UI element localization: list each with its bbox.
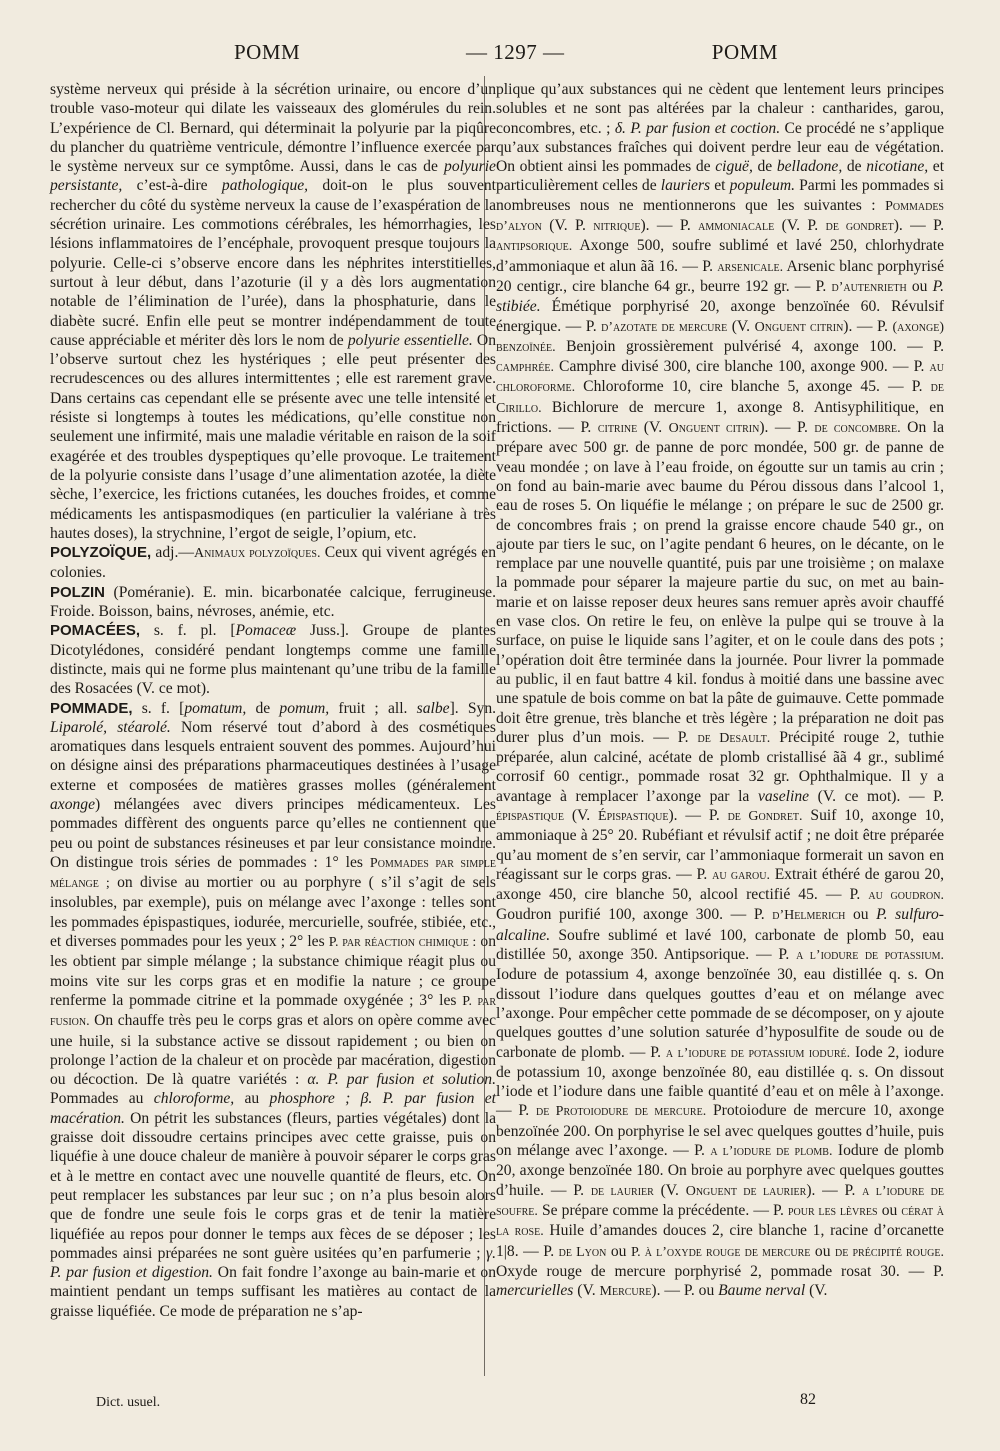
italic-term: pathologique,	[221, 177, 309, 195]
italic-term: polyurie persistante,	[50, 158, 496, 195]
small-caps-term: d’autenrieth	[831, 279, 907, 295]
small-caps-term: (axonge) benzoïnée.	[496, 319, 944, 355]
text-run: Iodure de potassium 4, axonge benzoïnée 30, eau distillée q. s. On dissout l’iodure dans quelques gouttes d’eau et on mélange avec l’axonge. Pour empêcher cette pommade de se décomposer, on y ajoute quelques gouttes d’une solution saturée d’hyposulfite de soude ou de carbonate de plomb. — P.	[496, 966, 944, 1061]
text-run: ou	[906, 277, 933, 295]
entry-polzin	[50, 583, 496, 622]
running-header	[46, 40, 956, 70]
text-run: (V. P.	[774, 217, 826, 235]
text-run: Suif 10, axonge 10, ammoniaque à 25° 20. Rubéfiant et révulsif actif ; ne doit être préparée qu’au moment de s’en servir, car l’ammoniaque formerait un savon en réagissant sur le corps gras. — P.	[496, 806, 944, 883]
text-run: Ceux qui vivent agrégés en colonies.	[50, 544, 496, 582]
text-run: adj.—	[151, 544, 194, 562]
italic-term: P. sulfuro-alcaline.	[496, 906, 944, 944]
small-caps-term: Onguent citrin	[754, 319, 844, 335]
text-run: s. f. pl. [	[140, 622, 236, 640]
text-run: fruit ; all.	[329, 699, 417, 717]
small-caps-term: Onguent citrin	[668, 421, 760, 437]
text-run: ). — P. ou	[651, 1282, 719, 1300]
left-column	[50, 80, 496, 1321]
italic-term: Liparolé, stéarolé.	[50, 718, 171, 736]
small-caps-term: de Protoiodure de mercure.	[535, 1104, 707, 1120]
text-run: doit-on le plus souvent rechercher du côté du système nerveux la cause de l’exaspération de la sécrétion urinaire. Les commotions cérébrales, les hémorrhagies, les lésions inflammatoires de l’encéphale, provoquent presque toujours la polyurie. Celle-ci s’observe encore dans les néphrites interstitielles, surtout à leur début, dans l’azoturie (il y a dès lors augmentation notable de l’élimination de l’urée), dans la phosphaturie, dans le diabète sucré. Enfin elle peut se montrer indépendamment de toute cause appréciable et mériter dès lors le nom de	[50, 177, 496, 349]
small-caps-term: a l’iodure de potassium ioduré.	[665, 1045, 851, 1061]
text-run: Pommades au	[50, 1090, 154, 1108]
italic-term: Baume nerval	[718, 1282, 806, 1300]
small-caps-term: Mercure	[599, 1284, 652, 1300]
text-run: système nerveux qui préside à la sécrétion urinaire, ou encore d’un trouble vaso-moteur qui dilate les vaisseaux des glomérules du rein. L’expérience de Cl. Bernard, qui déterminait la polyurie par la piqûre du plancher du quatrième ventricule, démontre l’influence exercée par le système nerveux sur ce symptôme. Aussi, dans le cas de	[50, 81, 496, 176]
small-caps-term: Pommades par simple mélange ;	[50, 855, 496, 892]
small-caps-term: de laurier	[590, 1183, 654, 1199]
text-run	[350, 1090, 360, 1107]
small-caps-term: de Lyon	[558, 1244, 607, 1260]
italic-term: δ. P. par fusion et coction.	[614, 119, 781, 137]
italic-term: axonge	[50, 795, 96, 813]
text-run: Benjoin grossièrement pulvérisé 4, axonge 100. — P.	[555, 337, 944, 355]
text-run: Protoiodure de mercure 10, axonge benzoïnée 200. On porphyrise le sel avec quelques gouttes d’huile, puis on mélange avec l’axonge. — P.	[496, 1102, 944, 1160]
small-caps-term: Épispastique	[598, 808, 669, 824]
right-column	[496, 80, 944, 1301]
text-run: (V.	[727, 317, 755, 335]
text-run: on les obtient par simple mélange ; la substance chimique réagit plus ou moins vite sur les corps gras et en modifie la nature ; ce groupe renferme la pommade citrine et la pommade oxygénée ; 3° les	[50, 933, 496, 1009]
small-caps-term: a l’iodure de potassium.	[796, 948, 944, 964]
italic-term: polyurie essentielle.	[347, 331, 473, 349]
header-right: POMM	[711, 40, 778, 64]
italic-term: α. P. par fusion et solution.	[307, 1071, 496, 1089]
small-caps-term: camphrée.	[496, 360, 554, 376]
text-run: Camphre divisé 300, cire blanche 100, axonge 900. — P.	[553, 358, 930, 376]
text-run: Chloroforme 10, cire blanche 5, axonge 45. — P.	[575, 378, 931, 396]
text-run: ou	[877, 1201, 902, 1219]
text-run: ou	[606, 1242, 631, 1260]
entry-heading: POMACÉES,	[50, 622, 141, 640]
italic-term: P. stibiée.	[496, 277, 944, 316]
text-run: Parmi les pommades si nombreuses nous ne mentionnerons que les suivantes :	[496, 177, 944, 214]
entry-polyzoique	[50, 543, 496, 583]
right-paragraph	[496, 80, 944, 1301]
text-run: ou	[810, 1242, 836, 1260]
text-run: Goudron purifié 100, axonge 300. — P.	[496, 906, 773, 924]
footer-publication: Dict. usuel.	[96, 1395, 161, 1410]
text-run: (V.	[805, 1282, 828, 1300]
text-run: Nom réservé tout d’abord à des cosmétiques aromatiques dans lesquels entraient souvent des pommes. Aujourd’hui on désigne ainsi des préparations pharmaceutiques destinées à l’usage externe et composées de matières grasses molles (généralement	[50, 718, 496, 794]
small-caps-term: antipsorique.	[496, 239, 573, 255]
text-run: Extrait éthéré de garou 20, axonge 450, cire blanche 50, alcool rectifié 45. — P.	[496, 865, 945, 904]
text-run: ) mélangées avec divers principes médicamenteux. Les pommades diffèrent des onguents parce qu’elles ne contiennent que peu ou point de substances résineuses et par leur consistance moindre. On distingue trois séries de pommades : 1° les	[50, 795, 496, 871]
italic-term: β. P. par fusion et macération.	[50, 1090, 496, 1127]
text-run: plique qu’aux substances qui ne cèdent que lentement leurs principes solubles et ne sont pas altérées par la chaleur : cantharides, garou, concombres, etc. ;	[496, 81, 944, 137]
text-run: On la prépare avec 500 gr. de panne de porc mondée, 500 gr. de panne de veau mondée ; on lave à l’eau froide, on égoutte sur un tamis au crin ; on fond au bain-marie avec baume du Pérou dissous dans l’alcool 1, eau de roses 5. On liquéfie le mélange ; on prépare le suc de 2500 gr. de concombres frais ; on prend la graisse encore chaude 540 gr., on ajoute par tiers le suc, on l’agite pendant 6 heures, on le décante, on le remplace par une nouvelle quantité, puis par une troisième ; on malaxe la pommade pour séparer la majeure partie du suc, on met au bain-marie et on laisse reposer deux heures sans remuer après avoir chauffé en vase clos. On retire le feu, on enlève la pulpe qui se trouve à la surface, on puise le liquide sans l’agiter, et on le coule dans des pots ; l’opération doit être terminée dans la journée. Pour livrer la pommade au public, il en faut battre 4 kil. fondus à moitié dans une bassine avec une spatule de bois comme on bat la pâte de guimauve. Cette pommade doit être grenue, très blanche et très légère ; la préparation ne doit pas durer plus d’un mois. — P.	[496, 419, 945, 746]
text-run: (V.	[563, 806, 599, 824]
text-run: (V.	[637, 419, 669, 437]
small-caps-term: de précipité rouge.	[835, 1244, 944, 1260]
italic-term: γ. P. par fusion et digestion.	[50, 1244, 496, 1282]
header-left: POMM	[234, 40, 301, 64]
text-run: Juss.]. Groupe de plantes Dicotylédones, considéré pendant longtemps comme une famille distincte, mais qui ne forme plus maintenant qu’une tribu de la famille des Rosacées (V. ce mot).	[50, 622, 496, 698]
small-caps-term: P. par fusion.	[50, 993, 496, 1030]
italic-term: Pomaceæ	[235, 622, 297, 640]
small-caps-term: de gondret	[825, 219, 894, 235]
text-run: On l’observe surtout chez les hystériques ; elle peut présenter des recrudescences ou des allures intermittentes ; elle est rarement grave. Dans certains cas cependant elle se présente avec une telle intensité et résiste si longtemps à toutes les médications, qu’elle constitue non seulement une infirmité, mais une maladie véritable en raison de la soif exagérée et des troubles dyspeptiques qu’elle provoque. Le traitement de la polyurie consiste dans l’usage d’une alimentation azotée, la diète sèche, l’exercice, les frictions cutanées, les douches froides, et comme médicaments les antispasmodiques (en particulier la valériane à très hautes doses), la strychnine, l’ergot de seigle, l’opium, etc.	[50, 331, 496, 542]
italic-term: mercurielles	[496, 1282, 574, 1300]
page-number-header: — 1297 —	[466, 40, 565, 64]
text-run: de	[246, 699, 280, 717]
text-run: ). — P.	[806, 1181, 863, 1199]
text-run: et particulièrement celles de	[496, 158, 945, 195]
text-run: Axonge 500, soufre sublimé et lavé 250, chlorhydrate d’ammoniaque et alun ãã 16. — P.	[496, 237, 944, 275]
small-caps-term: au chloroforme.	[496, 360, 944, 396]
text-run: ou	[845, 906, 877, 924]
text-run: Iode 2, iodure de potassium 10, axonge benzoïnée 80, eau distillée q. s. On dissout l’iode et l’iodure dans une faible quantité d’eau et on mêle à l’axonge. — P.	[496, 1043, 944, 1120]
small-caps-term: épispastique	[496, 808, 564, 824]
text-run: On fait fondre l’axonge au bain-marie et on maintient pendant un temps suffisant les matières au contact de la graisse liquéfiée. Ce mode de préparation ne s’ap-	[50, 1264, 496, 1320]
italic-term: salbe	[416, 699, 450, 717]
text-run: et	[710, 177, 730, 195]
small-caps-term: Animaux polyzoïques.	[193, 546, 321, 562]
text-run: de	[842, 158, 867, 176]
text-run: (V. ce mot). — P.	[809, 787, 944, 805]
text-run: (V. P.	[541, 217, 594, 235]
italic-term: pomum,	[279, 699, 330, 717]
small-caps-term: de Cirillo.	[496, 380, 944, 416]
text-run: ). — P.	[640, 217, 699, 235]
small-caps-term: P. par réaction chimique :	[328, 935, 477, 951]
text-run: au	[234, 1090, 270, 1108]
text-run: on divise au mortier ou au porphyre ( s’il s’agit de sels insolubles, par exemple), puis on mélange avec l’axonge : telles sont les pommades épispastiques, iodurée, mercurielle, soufrée, stibiée, etc., et diverses pommades pour les yeux ; 2° les	[50, 874, 496, 951]
text-run: On pétrit les substances (fleurs, parties végétales) dont la graisse doit dissoudre certains principes avec cette graisse, puis on liquéfie à une douce chaleur de manière à pouvoir séparer le corps gras et à le mettre en contact avec une nouvelle quantité de fleurs, etc. On peut remplacer les substances par leur suc ; on n’a plus besoin alors que de fondre une seule fois le corps gras et de tenir la matière liquéfiée au repos pour donner le temps aux fèces de se déposer ; les pommades ainsi préparées ne sont guère usitées qu’en parfumerie ;	[50, 1109, 496, 1262]
small-caps-term: Onguent de laurier	[685, 1183, 807, 1199]
small-caps-term: de Gondret.	[727, 808, 803, 824]
left-paragraph	[50, 80, 496, 543]
small-caps-term: cérat à la rose.	[496, 1203, 944, 1240]
entry-heading: POMMADE,	[50, 699, 133, 717]
text-run: ). — P.	[668, 806, 728, 824]
text-run: s. f. [	[132, 699, 185, 717]
small-caps-term: de concombre.	[814, 421, 901, 437]
small-caps-term: au goudron.	[868, 888, 944, 904]
small-caps-term: nitrique	[593, 219, 641, 235]
italic-term: nicotiane,	[866, 158, 929, 176]
text-run: Huile d’amandes douces 2, cire blanche 1, racine d’orcanette 1|8. — P.	[496, 1222, 944, 1260]
text-run: Iodure de plomb 20, axonge benzoïnée 180. On broie au porphyre avec quelques gouttes d’huile. — P.	[496, 1142, 944, 1199]
italic-term: pomatum,	[184, 699, 247, 717]
text-run: Soufre sublimé et lavé 100, carbonate de plomb 50, eau distillée 50, axonge 350. Antipsorique. — P.	[496, 926, 944, 964]
small-caps-term: citrine	[597, 421, 638, 437]
text-run: Oxyde rouge de mercure porphyrisé 2, pommade rosat 30. — P.	[496, 1262, 944, 1280]
entry-pomacees	[50, 621, 496, 698]
small-caps-term: arsenicale.	[717, 259, 784, 275]
italic-term: chloroforme,	[153, 1090, 235, 1108]
small-caps-term: a l’iodure de plomb.	[710, 1144, 833, 1160]
small-caps-term: d’Helmerich	[772, 908, 846, 924]
text-run: Précipité rouge 2, tuthie préparée, alun calciné, acétate de plomb cristallisé ãã 4 gr., sublimé corrosif 60 centigr., pommade rosat 32 gr. Ophthalmique. Il y a avantage à remplacer l’axonge par la	[496, 728, 944, 805]
entry-pommade	[50, 699, 496, 1322]
text-run: (V.	[653, 1181, 686, 1199]
text-run: Bichlorure de mercure 1, axonge 8. Antisyphilitique, en frictions. — P.	[496, 398, 944, 437]
small-caps-term: Pommades d’alyon	[496, 198, 944, 235]
italic-term: populeum.	[729, 177, 796, 195]
text-run: ]. Syn.	[449, 699, 497, 717]
italic-term: lauriers	[660, 177, 711, 195]
text-run: (V.	[573, 1282, 600, 1300]
text-run: ). — P.	[843, 317, 893, 335]
signature-mark: 82	[800, 1391, 816, 1408]
text-run: ). — P.	[759, 419, 815, 437]
italic-term: belladone,	[776, 158, 843, 176]
text-run: On chauffe très peu le corps gras et alors on opère comme avec une huile, si la substance active se dissout rapidement ; ou bien on prolonge l’action de la chaleur et on procède par macération, digestion ou décoction. De là quatre variétés :	[50, 1012, 496, 1089]
text-run: c’est-à-dire	[122, 177, 222, 195]
italic-term: phosphore ;	[269, 1090, 351, 1108]
small-caps-term: a l’iodure de soufre.	[496, 1183, 944, 1219]
text-run: Ce procédé ne s’applique qu’aux substances fraîches qui doivent perdre leur eau de végétation. On obtient ainsi les pommades de	[496, 119, 945, 176]
text-run: Se prépare comme la précédente. — P.	[537, 1201, 788, 1219]
small-caps-term: ammoniacale	[698, 219, 775, 235]
text-run: de	[752, 158, 777, 176]
small-caps-term: au garou.	[712, 867, 770, 883]
small-caps-term: de Desault.	[697, 730, 771, 746]
text-run: (Poméranie). E. min. bicarbonatée calcique, ferrugineuse. Froide. Boisson, bains, névroses, anémie, etc.	[50, 583, 496, 621]
small-caps-term: pour les lèvres	[787, 1203, 878, 1219]
entry-heading: POLYZOÏQUE,	[50, 544, 152, 562]
text-run: Émétique porphyrisé 20, axonge benzoïnée 60. Révulsif énergique. — P.	[496, 298, 944, 335]
small-caps-term: P. à l’oxyde rouge de mercure	[630, 1244, 811, 1260]
italic-term: vaseline	[757, 787, 810, 805]
text-run: ). — P.	[893, 217, 944, 235]
entry-heading: POLZIN	[50, 583, 105, 601]
text-run: Arsenic blanc porphyrisé 20 centigr., cire blanche 64 gr., beurre 192 gr. — P.	[496, 257, 944, 295]
italic-term: ciguë,	[715, 158, 753, 176]
small-caps-term: d’azotate de mercure	[601, 319, 728, 335]
